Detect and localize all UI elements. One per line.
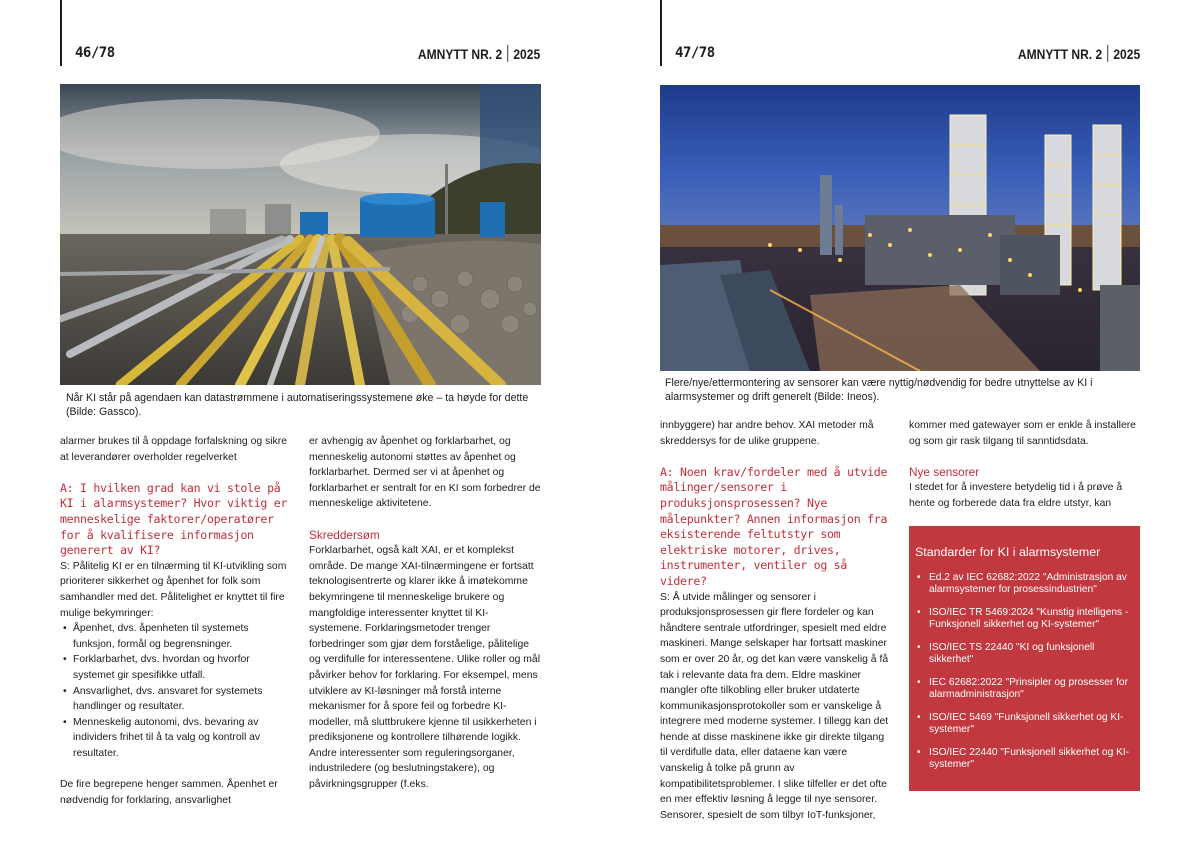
question-heading: A: Noen krav/fordeler med å utvide målinger/sensorer i produksjonsprosessen? Nye målepunkter? Annen informasjon fra eksisterende feltutstyr som elektriske motorer, drives, instrumenter, ventiler og så videre? [660, 464, 888, 588]
list-item: • Forklarbarhet, dvs. hvordan og hvorfor systemet gir spesifikke utfall. [60, 652, 292, 683]
standards-box [909, 526, 1140, 791]
left-column-1 [60, 434, 292, 808]
standard-item: • ISO/IEC 5469 "Funksjonell sikkerhet og KI-systemer" [915, 712, 1134, 736]
header-rule [660, 0, 662, 66]
pipeline-illustration [60, 84, 541, 385]
standard-item: • IEC 62682:2022 "Prinsipler og prosesser for alarmadministrasjon" [915, 677, 1134, 701]
refinery-illustration [660, 85, 1140, 371]
magazine-name: AMNYTT NR. 2 [1017, 45, 1103, 62]
standard-item: • ISO/IEC 22440 "Funksjonell sikkerhet og KI-systemer" [915, 747, 1134, 771]
paragraph: I stedet for å investere betydelig tid i å prøve å hente og forberede data fra eldre utstyr, kan [909, 482, 1123, 509]
header-rule [60, 0, 62, 66]
magazine-name: AMNYTT NR. 2 [417, 45, 503, 62]
paragraph: Forklarbarhet, også kalt XAI, er et komplekst område. De mange XAI-tilnærmingene er fortsatt teknologisentrerte og klarer ikke å imøtekomme bekymringene til menneskelige brukere og mangfoldige interessenter knyttet til KI-systemene. Forklaringsmetoder trenger forbedringer som gjør dem forståelige, pålitelige og verdifulle for interessentene. Ulike roller og mål påvirker behov for forklaring. For eksempel, mens utviklere av KI-løsninger må forstå interne mekanismer for å spore feil og forbedre KI-modeller, må sluttbrukere kjenne til usikkerheten i prediksjonene og kontrollere tilhørende logikk. Andre interessenter som reguleringsorganer, industriledere (og beslutningstakere), og påvirkningsgrupper (f.eks. [309, 545, 541, 791]
spacer [309, 512, 541, 528]
header-separator [1107, 45, 1108, 62]
standard-item: • Ed.2 av IEC 62682:2022 "Administrasjon av alarmsystemer for prosessindustrien" [915, 572, 1134, 596]
running-header [418, 45, 540, 62]
list-item: • Menneskelig autonomi, dvs. bevaring av individers frihet til å ta valg og kontroll av resultater. [60, 715, 292, 762]
issue-year: 2025 [1113, 45, 1140, 62]
question-heading: A: I hvilken grad kan vi stole på KI i alarmsystemer? Hvor viktig er menneskelige faktorer/operatører for å kvalifisere informasjon generert av KI? [60, 480, 288, 558]
paragraph: innbyggere) har andre behov. XAI metoder må skreddersys for de ulike gruppene. [660, 420, 874, 447]
standard-item: • ISO/IEC TR 5469:2024 "Kunstig intelligens - Funksjonell sikkerhet og KI-systemer" [915, 607, 1134, 631]
list-item: • Åpenhet, dvs. åpenheten til systemets funksjon, formål og begrensninger. [60, 621, 292, 652]
paragraph: De fire begrepene henger sammen. Åpenhet er nødvendig for forklaring, ansvarlighet [60, 779, 278, 806]
paragraph: er avhengig av åpenhet og forklarbarhet, og menneskelig autonomi støttes av åpenhet og forklarbarhet. Dermed ser vi at åpenhet og forklarbarhet er sentralt for en KI som forbedrer de menneskelige aktivitetene. [309, 436, 541, 510]
left-column-2 [309, 434, 541, 793]
spacer [60, 465, 292, 481]
section-heading: Nye sensorer [909, 464, 980, 479]
running-header [1018, 45, 1140, 62]
answer-paragraph: S: Pålitelig KI er en tilnærming til KI-utvikling som prioriterer sikkerhet og åpenhet for folk som samhandler med det. Pålitelighet er knyttet til fire mulige bekymringer: [60, 560, 287, 619]
page-number: 46/78 [75, 45, 115, 61]
answer-paragraph: S: Å utvide målinger og sensorer i produksjonsprosessen gir flere fordeler og kan håndtere sentrale utfordringer, spesielt med eldre maskineri. Mange selskaper har fortsatt maskiner som er over 20 år, og det kan være vanskelig å få tak i relevante data fra dem. Eldre maskiner mangler ofte tilkobling eller bruker utdaterte kommunikasjonsprotokoller som er vanskelige å integrere med moderne systemer. I tillegg kan det hende at disse maskinene ikke gir direkte tilgang til verdifulle data, eller dataene kan være vanskelig å tolke på grunn av kompatibilitetsproblemer. I slike tilfeller er det ofte en mer effektiv løsning å legge til nye sensorer. Sensorer, spesielt de som tilbyr IoT-funksjoner, [660, 591, 889, 821]
header-separator [507, 45, 508, 62]
concern-list [60, 621, 292, 761]
issue-year: 2025 [513, 45, 540, 62]
section-heading: Skreddersøm [309, 527, 380, 542]
spacer [660, 449, 892, 465]
photo-caption: Flere/nye/ettermontering av sensorer kan være nyttig/nødvendig for bedre utnyttelse av KI i alarmsystemer og drift generelt (Bilde: Ineos). [665, 377, 1093, 403]
refinery-night-photo [660, 85, 1140, 371]
photo-caption: Når KI står på agendaen kan datastrømmene i automatiseringssystemene øke – ta høyde for dette (Bilde: Gassco). [66, 392, 529, 418]
gas-plant-photo [60, 84, 541, 385]
right-column-1 [660, 418, 892, 823]
spacer [909, 449, 1141, 465]
spacer [60, 761, 292, 777]
standard-item: • ISO/IEC TS 22440 "KI og funksjonell sikkerhet" [915, 642, 1134, 666]
list-item: • Ansvarlighet, dvs. ansvaret for systemets handlinger og resultater. [60, 684, 292, 715]
box-title: Standarder for KI i alarmsystemer [915, 545, 1101, 559]
page-number: 47/78 [675, 45, 715, 61]
paragraph: alarmer brukes til å oppdage forfalskning og sikre at leverandører overholder regelverket [60, 436, 287, 463]
standards-list [915, 572, 1134, 771]
paragraph: kommer med gatewayer som er enkle å installere og som gir rask tilgang til sanntidsdata. [909, 420, 1136, 447]
right-column-2 [909, 418, 1141, 512]
